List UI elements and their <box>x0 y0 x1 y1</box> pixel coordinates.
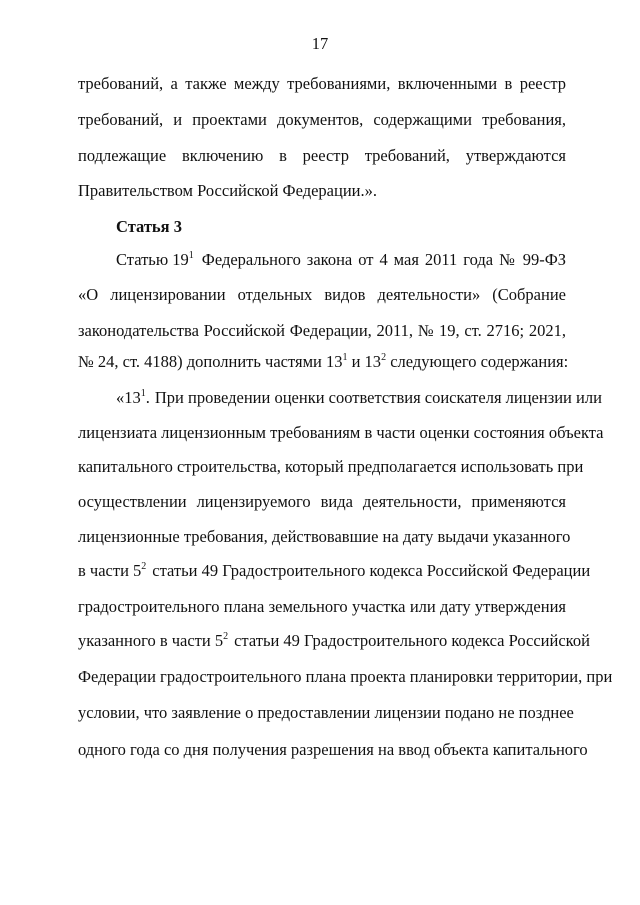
article-heading: Статья 3 <box>116 217 182 236</box>
text-fragment: «$13^1$. <box>116 388 150 407</box>
text-line: осуществлении лицензируемого вида деятельности, применяются <box>78 492 566 511</box>
text-fragment: статьи 49 Градостроительного кодекса Российской <box>234 631 590 650</box>
text-line <box>78 560 591 582</box>
text-fragment: в части $5^2$ <box>78 561 147 580</box>
text-line: подлежащие включению в реестр требований, утверждаются <box>78 146 566 165</box>
text-line: Федерации градостроительного плана проекта планировки территории, при <box>78 667 613 686</box>
text-fragment: статьи 49 Градостроительного кодекса Российской Федерации <box>152 561 591 580</box>
text-line: «О лицензировании отдельных видов деятельности» (Собрание <box>78 285 566 304</box>
text-line: Правительством Российской Федерации.». <box>78 181 377 200</box>
text-line: требований, а также между требованиями, включенными в реестр <box>78 74 566 93</box>
text-line: лицензиата лицензионным требованиям в части оценки состояния объекта <box>78 423 604 442</box>
text-line: № 24, ст. 4188) дополнить частями $13^1$ и $13^2$ следующего содержания: <box>78 352 569 371</box>
page-number: 17 <box>311 34 329 53</box>
text-fragment: Статью $19^1$ <box>116 250 194 269</box>
text-line: законодательства Российской Федерации, 2011, № 19, ст. 2716; 2021, <box>78 321 566 340</box>
text-line <box>78 630 590 652</box>
text-line: лицензионные требования, действовавшие на дату выдачи указанного <box>78 527 571 546</box>
text-line <box>116 387 602 409</box>
text-line: требований, и проектами документов, содержащими требования, <box>78 110 566 129</box>
text-line: условии, что заявление о предоставлении лицензии подано не позднее <box>78 703 574 722</box>
text-line <box>116 249 566 271</box>
text-fragment: Федерального закона от 4 мая 2011 года № 99-ФЗ <box>201 250 566 269</box>
text-line: одного года со дня получения разрешения на ввод объекта капитального <box>78 740 588 759</box>
text-line: градостроительного плана земельного участка или дату утверждения <box>78 597 566 616</box>
text-fragment: указанного в части $5^2$ <box>78 631 229 650</box>
text-fragment: При проведении оценки соответствия соискателя лицензии или <box>154 388 602 407</box>
text-line: капитального строительства, который предполагается использовать при <box>78 457 584 476</box>
